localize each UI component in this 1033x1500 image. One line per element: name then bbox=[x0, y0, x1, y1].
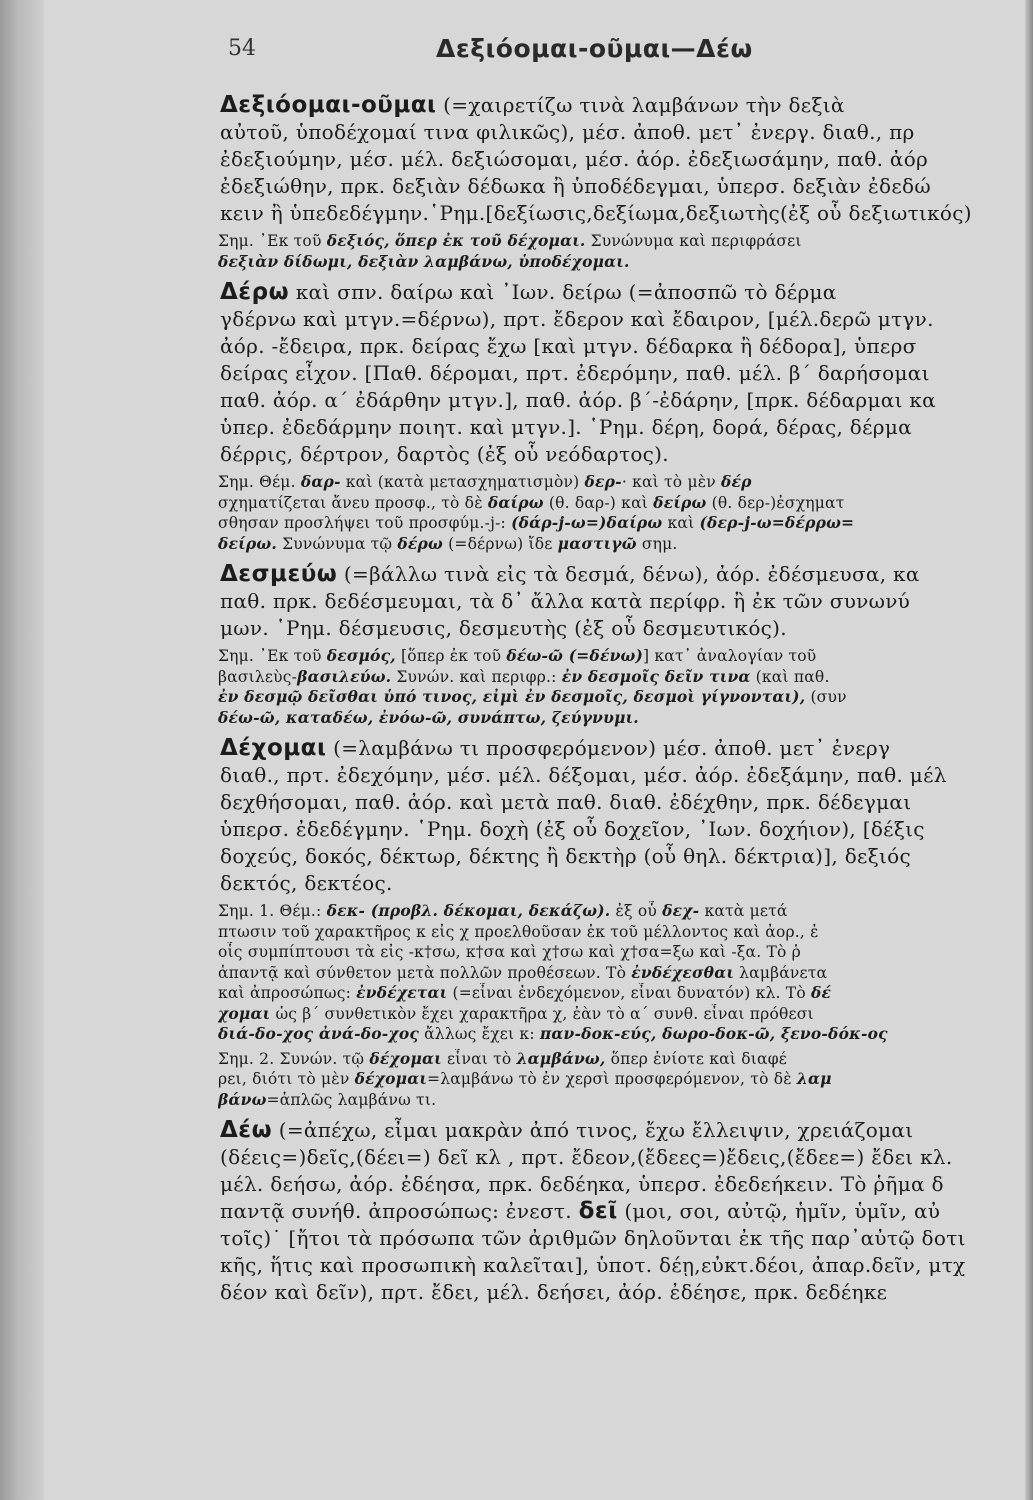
entry-line bbox=[218, 146, 1033, 173]
text-run: πτωσιν τοῦ χαρακτῆρος κ εἰς χ προελθοῦσαν ἐκ τοῦ μέλλοντος καὶ ἀορ., ἐ bbox=[218, 922, 819, 941]
entry-line bbox=[218, 414, 1033, 441]
text-run: καὶ (κατὰ μετασχηματισμὸν) bbox=[340, 473, 585, 491]
headword: Δεσμεύω bbox=[220, 561, 338, 587]
text-run: οἷς συμπίπτουσι τὰ εἰς -κ†σω, κ†σα καὶ χ†σω καὶ χ†σα=ξω καὶ -ξα. Τὸ ῥ bbox=[218, 943, 801, 961]
note-line bbox=[218, 963, 1033, 984]
entry-line bbox=[218, 387, 1033, 414]
text-run: δοχεύς, δοκός, δέκτωρ, δέκτης ἢ δεκτὴρ (οὗ θηλ. δέκτρια)], δεξιός bbox=[220, 844, 912, 868]
emphasis-text: δερ- bbox=[584, 472, 622, 491]
entry-line bbox=[218, 441, 1033, 468]
note-line bbox=[218, 667, 1033, 688]
note-line bbox=[218, 1004, 1033, 1025]
headword: Δέρω bbox=[220, 279, 290, 305]
emphasis-text: δέρ bbox=[721, 472, 752, 491]
text-run: Σημ. ᾿Εκ τοῦ bbox=[218, 232, 327, 250]
emphasis-text: δέ bbox=[811, 983, 832, 1002]
dictionary-body bbox=[218, 92, 1033, 1306]
entry-line bbox=[218, 1117, 1033, 1144]
emphasis-text: λαμβάνω, bbox=[516, 1048, 606, 1068]
text-run: δέρρις, δέρτρον, δαρτὸς (ἐξ οὗ νεόδαρτος). bbox=[220, 442, 669, 466]
note-line bbox=[218, 646, 1033, 667]
text-run: παντᾷ συνήθ. ἀπροσώπως: ἐνεστ. bbox=[220, 1199, 579, 1223]
text-run: ὑπερ. ἐδεδάρμην ποιητ. καὶ μτγν.]. ῾Ρημ. δέρη, δορά, δέρας, δέρμα bbox=[220, 415, 912, 439]
emphasis-text: δέρω bbox=[397, 533, 444, 553]
emphasis-text: (δερ-j-ω=δέρρω= bbox=[699, 513, 855, 532]
text-run: · καὶ τὸ μὲν bbox=[621, 473, 721, 491]
text-run: ] κατ᾽ ἀναλογίαν τοῦ bbox=[643, 647, 817, 665]
text-run: διαθ., πρτ. ἐδεχόμην, μέσ. μέλ. δέξομαι, μέσ. ἀόρ. ἐδεξάμην, παθ. μέλ bbox=[220, 763, 947, 787]
entry-line bbox=[218, 870, 1033, 897]
emphasis-text: δεχ- bbox=[662, 901, 700, 920]
text-run: ἄλλως ἔχει κ: bbox=[419, 1025, 540, 1043]
emphasis-text: δαίρω bbox=[487, 492, 544, 512]
note-line bbox=[218, 922, 1033, 943]
note-line bbox=[218, 513, 1033, 534]
page-gutter-shadow bbox=[0, 0, 44, 1500]
text-run: καὶ ἀπροσώπως: bbox=[218, 984, 357, 1002]
text-run: παθ. ἀόρ. α΄ ἐδάρθην μτγν.], παθ. ἀόρ. β΄-ἐδάρην, [πρκ. δέδαρμαι κα bbox=[220, 388, 936, 412]
emphasis-text: ἐν δεσμοῖς δεῖν τινα bbox=[561, 666, 751, 686]
entry-line bbox=[218, 789, 1033, 816]
text-run: σημ. bbox=[636, 534, 678, 553]
text-run: (=λαμβάνω τι προσφερόμενον) μέσ. ἀποθ. μετ᾽ ἐνεργ bbox=[326, 736, 891, 760]
entry-line bbox=[218, 843, 1033, 870]
text-run: κειν ἢ ὑπεδεδέγμην.῾Ρημ.[δεξίωσις,δεξίωμα,δεξιωτὴς(ἐξ οὗ δεξιωτικός) bbox=[220, 201, 972, 225]
entry-line bbox=[218, 1252, 1033, 1279]
text-run: δέον καὶ δεῖν), πρτ. ἔδει, μέλ. δεήσει, ἀόρ. ἐδέησε, πρκ. δεδέηκε bbox=[220, 1280, 888, 1304]
headword: Δεξιόομαι-οῦμαι bbox=[220, 92, 437, 118]
entry-line bbox=[218, 762, 1033, 789]
note-line bbox=[218, 1090, 1033, 1111]
text-run: κῆς, ἥτις καὶ προσωπικὴ καλεῖται], ὑποτ. δέῃ,εὐκτ.δέοι, ἀπαρ.δεῖν, μτχ bbox=[220, 1253, 966, 1277]
emphasis-text: βάνω bbox=[218, 1089, 267, 1109]
entry-line bbox=[218, 173, 1033, 200]
text-run: Σημ. 2. Συνών. τῷ bbox=[218, 1049, 370, 1068]
entry-line bbox=[218, 306, 1033, 333]
text-run: καὶ bbox=[662, 514, 700, 532]
entry-line bbox=[218, 735, 1033, 762]
text-run: λαμβάνετα bbox=[734, 963, 828, 982]
entry-line bbox=[218, 360, 1033, 387]
text-run: (θ. δαρ-) καὶ bbox=[543, 493, 654, 512]
emphasis-text: λαμ bbox=[796, 1069, 832, 1088]
emphasis-text: διά-δο-χος ἀνά-δο-χος bbox=[218, 1024, 419, 1043]
text-run: Σημ. 1. Θέμ.: bbox=[218, 902, 327, 920]
text-run: παθ. πρκ. δεδέσμευμαι, τὰ δ᾽ ἄλλα κατὰ περίφρ. ἢ ἐκ τῶν συνωνύ bbox=[220, 589, 911, 613]
text-run: μων. ῾Ρημ. δέσμευσις, δεσμευτὴς (ἐξ οὗ δεσμευτικός). bbox=[220, 616, 787, 640]
emphasis-text: δέω-ῶ (=δένω) bbox=[506, 646, 644, 665]
text-run: (=ἀπέχω, εἶμαι μακρὰν ἀπό τινος, ἔχω ἔλλειψιν, χρειάζομαι bbox=[272, 1118, 914, 1142]
entry-line bbox=[218, 1279, 1033, 1306]
text-run: =ἁπλῶς λαμβάνω τι. bbox=[266, 1090, 437, 1109]
text-run: ἁπαντᾷ καὶ σύνθετον μετὰ πολλῶν προθέσεων. Τὸ bbox=[218, 963, 632, 982]
text-run: ὅπερ ἐνίοτε καὶ διαφέ bbox=[605, 1049, 787, 1068]
text-run: (θ. δερ-)ἐσχηματ bbox=[706, 493, 845, 512]
entry-line bbox=[218, 119, 1033, 146]
dictionary-entry bbox=[218, 92, 1033, 272]
text-run: τοῖς)˙ [ἤτοι τὰ πρόσωπα τῶν ἀριθμῶν δηλοῦνται ἐκ τῆς παρ᾽αὐτῷ δοτι bbox=[220, 1226, 966, 1250]
headword: Δέχομαι bbox=[220, 735, 327, 761]
text-run: καὶ σπν. δαίρω καὶ ᾿Ιων. δείρω (=ἀποσπῶ τὸ δέρμα bbox=[289, 280, 837, 304]
note-line bbox=[218, 708, 1033, 729]
text-run: ἐξ οὗ bbox=[610, 902, 663, 920]
emphasis-text: δεξιός, bbox=[326, 231, 390, 250]
text-run: δείρας εἶχον. [Παθ. δέρομαι, πρτ. ἐδερόμην, παθ. μέλ. β΄ δαρήσομαι bbox=[220, 361, 930, 385]
text-run: ὑπερσ. ἐδεδέγμην. ῾Ρημ. δοχὴ (ἐξ οὗ δοχεῖον, ᾿Ιων. δοχήιον), [δέξις bbox=[220, 817, 925, 841]
entry-line bbox=[218, 816, 1033, 843]
running-title: Δεξιόομαι-οῦμαι—Δέω bbox=[436, 34, 753, 63]
note-line bbox=[218, 231, 1033, 252]
text-run: βασιλεὺς- bbox=[218, 667, 298, 686]
entry-line bbox=[218, 92, 1033, 119]
emphasis-text: χομαι bbox=[218, 1003, 271, 1023]
entry-line bbox=[218, 1225, 1033, 1252]
note-line bbox=[218, 252, 1033, 273]
entry-line bbox=[218, 1171, 1033, 1198]
note-line bbox=[218, 983, 1033, 1004]
entry-line bbox=[218, 200, 1033, 227]
headword: Δέω bbox=[220, 1117, 273, 1143]
entry-line bbox=[218, 588, 1033, 615]
text-run: =λαμβάνω τὸ ἐν χερσὶ προσφερόμενον, τὸ δὲ bbox=[427, 1070, 797, 1088]
note-line bbox=[218, 1069, 1033, 1090]
text-run: αὐτοῦ, ὑποδέχομαί τινα φιλικῶς), μέσ. ἀποθ. μετ᾽ ἐνεργ. διαθ., πρ bbox=[220, 120, 915, 144]
emphasis-text: δέχομαι bbox=[354, 1069, 428, 1088]
dictionary-entry bbox=[218, 728, 1033, 1110]
text-run: (μοι, σοι, αὐτῷ, ἡμῖν, ὑμῖν, αὐ bbox=[617, 1199, 941, 1223]
dictionary-entry bbox=[218, 554, 1033, 728]
note-line bbox=[218, 534, 1033, 555]
entry-line bbox=[218, 615, 1033, 642]
text-run: σθησαν προσλήψει τοῦ προσφύμ.-j-: bbox=[218, 514, 512, 532]
text-run: (δέεις=)δεῖς,(δέει=) δεῖ κλ , πρτ. ἔδεον,(ἔδεες=)ἔδεις,(ἔδεε=) ἔδει κλ. bbox=[220, 1145, 953, 1169]
emphasis-text: μαστιγῶ bbox=[557, 533, 637, 553]
text-run: Συνώνυμα τῷ bbox=[276, 534, 398, 553]
text-run: (καὶ παθ. bbox=[750, 667, 830, 686]
text-run: ρει, διότι τὸ μὲν bbox=[218, 1070, 355, 1088]
headword: δεῖ bbox=[578, 1198, 618, 1224]
emphasis-text: (δάρ-j-ω=)δαίρω bbox=[511, 513, 663, 532]
emphasis-text: δαρ- bbox=[300, 472, 341, 491]
text-run: (=χαιρετίζω τινὰ λαμβάνων τὴν δεξιὰ bbox=[436, 93, 845, 117]
text-run: ἀόρ. -ἔδειρα, πρκ. δείρας ἔχω [καὶ μτγν. δέδαρκα ἢ δέδορα], ὑπερσ bbox=[220, 334, 917, 358]
emphasis-text: δέχομαι bbox=[369, 1048, 442, 1068]
emphasis-text: δείρω. bbox=[218, 533, 277, 553]
text-run: κατὰ μετά bbox=[699, 902, 788, 920]
text-run: εἶναι τὸ bbox=[441, 1049, 517, 1068]
note-line bbox=[218, 942, 1033, 963]
text-run: (=δέρνω) ἴδε bbox=[443, 534, 558, 553]
entry-line bbox=[218, 279, 1033, 306]
text-run: δεχθήσομαι, παθ. ἀόρ. καὶ μετὰ παθ. διαθ. ἐδέχθην, πρκ. δέδεγμαι bbox=[220, 790, 912, 814]
dictionary-entry bbox=[218, 1110, 1033, 1306]
emphasis-text: παν-δοκ-εύς, δωρο-δοκ-ῶ, ξενο-δόκ-ος bbox=[539, 1024, 888, 1043]
emphasis-text: δεσμός, bbox=[326, 646, 396, 665]
text-run: σχηματίζεται ἄνευ προσφ., τὸ δὲ bbox=[218, 493, 488, 512]
entry-line bbox=[218, 1198, 1033, 1225]
entry-line bbox=[218, 1144, 1033, 1171]
entry-line bbox=[218, 333, 1033, 360]
dictionary-entry bbox=[218, 272, 1033, 554]
emphasis-text: δείρω bbox=[653, 492, 707, 512]
text-run: (συν bbox=[805, 688, 847, 706]
note-line bbox=[218, 472, 1033, 493]
page-number: 54 bbox=[228, 36, 256, 61]
text-run: Συνώνυμα καὶ περιφράσει bbox=[585, 232, 802, 250]
text-run: μέλ. δεήσω, ἀόρ. ἐδέησα, πρκ. δεδέηκα, ὑπερσ. ἐδεδεήκειν. Τὸ ῥῆμα δ bbox=[220, 1172, 944, 1196]
text-run: Σημ. ᾿Εκ τοῦ bbox=[218, 647, 327, 665]
emphasis-text: ἐνδέχεται bbox=[356, 983, 448, 1002]
emphasis-text: βασιλεύω. bbox=[297, 666, 392, 686]
emphasis-text: δέω-ῶ, καταδέω, ἐνόω-ῶ, συνάπτω, ζεύγνυμι. bbox=[218, 707, 639, 727]
note-line bbox=[218, 493, 1033, 514]
note-line bbox=[218, 1049, 1033, 1070]
text-run: Σημ. Θέμ. bbox=[218, 473, 301, 491]
emphasis-text: ἐν δεσμῷ δεῖσθαι ὑπό τινος, εἰμὶ ἐν δεσμοῖς, δεσμοὶ γίγνονται), bbox=[218, 687, 806, 706]
note-line bbox=[218, 1024, 1033, 1045]
emphasis-text: δεξιὰν δίδωμι, δεξιὰν λαμβάνω, ὑποδέχομαι. bbox=[218, 251, 630, 271]
text-run: δεκτός, δεκτέος. bbox=[220, 871, 393, 895]
text-run: [ὅπερ ἐκ τοῦ bbox=[395, 647, 507, 665]
emphasis-text: ὅπερ ἐκ τοῦ δέχομαι. bbox=[394, 231, 586, 250]
text-run: ὡς β΄ συνθετικὸν ἔχει χαρακτῆρα χ, ἐὰν τὸ α΄ συνθ. εἶναι πρόθεσι bbox=[270, 1004, 814, 1023]
text-run: γδέρνω καὶ μτγν.=δέρνω), πρτ. ἔδερον καὶ ἔδαιρον, [μέλ.δερῶ μτγν. bbox=[220, 307, 934, 331]
note-line bbox=[218, 901, 1033, 922]
text-run: Συνών. καὶ περιφρ.: bbox=[391, 667, 562, 686]
emphasis-text: ἐνδέχεσθαι bbox=[631, 962, 735, 982]
text-run: ἐδεξιώθην, πρκ. δεξιὰν δέδωκα ἢ ὑποδέδεγμαι, ὑπερσ. δεξιὰν ἐδεδώ bbox=[220, 174, 931, 198]
text-run: (=βάλλω τινὰ εἰς τὰ δεσμά, δένω), ἀόρ. ἐδέσμευσα, κα bbox=[337, 562, 920, 586]
text-run: ἐδεξιούμην, μέσ. μέλ. δεξιώσομαι, μέσ. ἀόρ. ἐδεξιωσάμην, παθ. ἀόρ bbox=[220, 147, 929, 171]
note-line bbox=[218, 687, 1033, 708]
entry-line bbox=[218, 561, 1033, 588]
emphasis-text: δεκ- (προβλ. δέκομαι, δεκάζω). bbox=[326, 901, 611, 920]
text-run: (=εἶναι ἐνδεχόμενον, εἶναι δυνατόν) κλ. Τὸ bbox=[447, 984, 811, 1002]
